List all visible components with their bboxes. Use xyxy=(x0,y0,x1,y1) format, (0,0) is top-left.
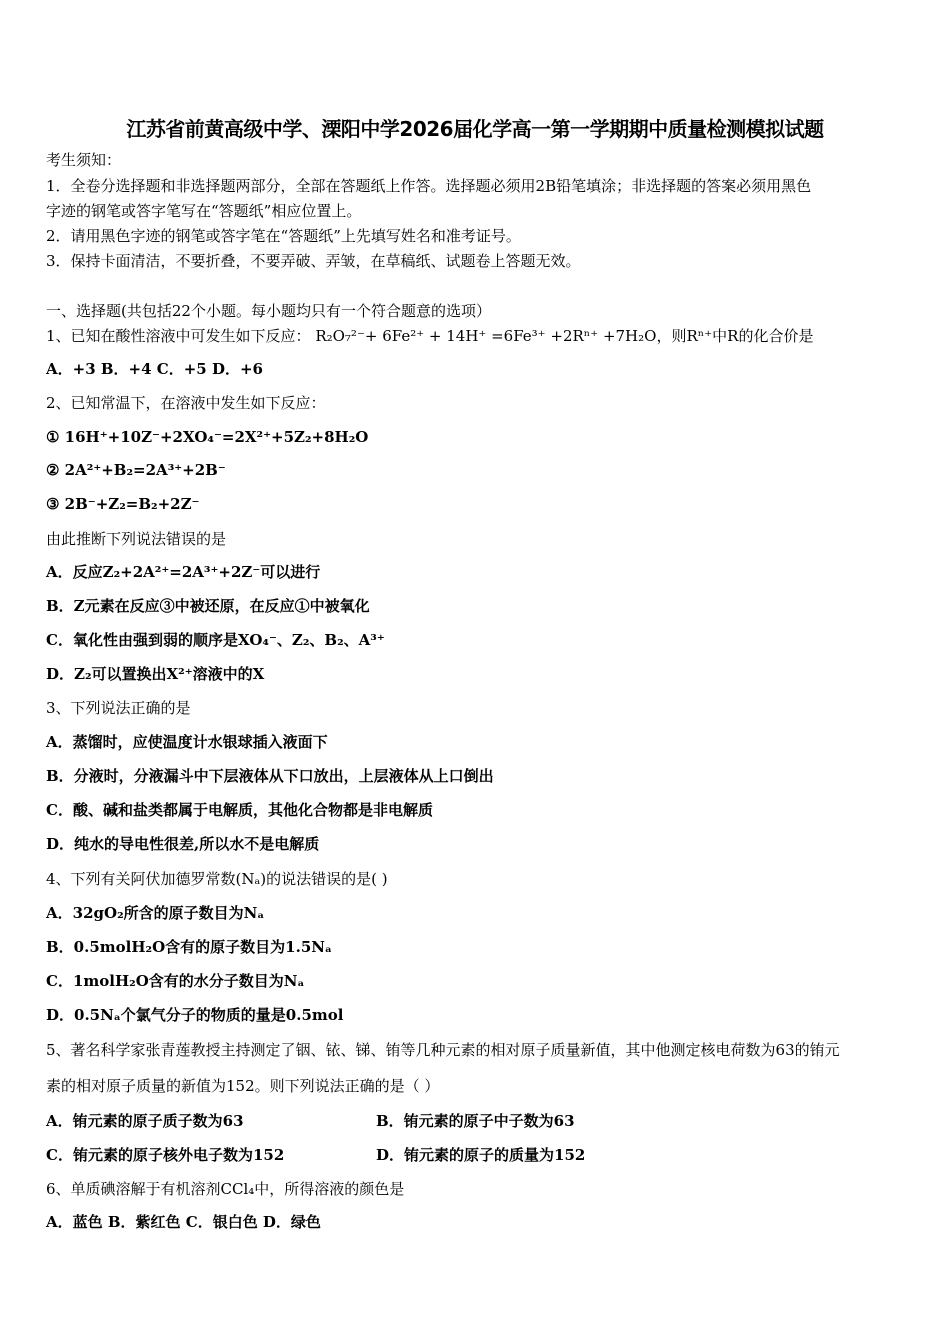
reaction-3: ③ 2B⁻+Z₂=B₂+2Z⁻ xyxy=(46,495,200,513)
notice-item: 字迹的钢笔或答字笔写在“答题纸”相应位置上。 xyxy=(46,202,362,220)
page-title: 江苏省前黄高级中学、溧阳中学2026届化学高一第一学期期中质量检测模拟试题 xyxy=(126,117,824,141)
option: B．铕元素的原子中子数为63 xyxy=(376,1112,575,1130)
question-3-stem: 3、下列说法正确的是 xyxy=(46,699,191,717)
section-heading: 一、选择题(共包括22个小题。每小题均只有一个符合题意的选项） xyxy=(46,302,491,320)
option: C．酸、碱和盐类都属于电解质，其他化合物都是非电解质 xyxy=(46,801,433,819)
question-5-stem-cont: 素的相对原子质量的新值为152。则下列说法正确的是（ ） xyxy=(46,1077,440,1095)
notice-item: 1．全卷分选择题和非选择题两部分，全部在答题纸上作答。选择题必须用2B铅笔填涂；非选择题的答案必须用黑色 xyxy=(46,177,812,195)
option: B．分液时，分液漏斗中下层液体从下口放出，上层液体从上口倒出 xyxy=(46,767,494,785)
option: A．反应Z₂+2A²⁺=2A³⁺+2Z⁻可以进行 xyxy=(46,563,321,581)
option: C．1molH₂O含有的水分子数目为Nₐ xyxy=(46,972,305,990)
reaction-2: ② 2A²⁺+B₂=2A³⁺+2B⁻ xyxy=(46,461,226,479)
option: A．蒸馏时，应使温度计水银球插入液面下 xyxy=(46,733,328,751)
option: D．铕元素的原子的质量为152 xyxy=(376,1146,586,1164)
option: C．铕元素的原子核外电子数为152 xyxy=(46,1146,285,1164)
question-2-stem: 2、已知常温下，在溶液中发生如下反应： xyxy=(46,394,326,412)
question-2-prompt: 由此推断下列说法错误的是 xyxy=(46,530,227,548)
option: D．0.5Nₐ个氯气分子的物质的量是0.5mol xyxy=(46,1006,344,1024)
question-6-stem: 6、单质碘溶解于有机溶剂CCl₄中，所得溶液的颜色是 xyxy=(46,1180,405,1198)
question-1-options: A．+3 B．+4 C．+5 D．+6 xyxy=(46,360,263,378)
reaction-1: ① 16H⁺+10Z⁻+2XO₄⁻=2X²⁺+5Z₂+8H₂O xyxy=(46,428,369,446)
notice-heading: 考生须知： xyxy=(46,151,122,169)
option: D．Z₂可以置换出X²⁺溶液中的X xyxy=(46,665,265,683)
question-1-stem: 1、已知在酸性溶液中可发生如下反应： R₂O₇²⁻+ 6Fe²⁺ + 14H⁺ =6Fe³⁺ +2Rⁿ⁺ +7H₂O，则Rⁿ⁺中R的化合价是 xyxy=(46,327,814,345)
option: B．0.5molH₂O含有的原子数目为1.5Nₐ xyxy=(46,938,332,956)
option: D．纯水的导电性很差,所以水不是电解质 xyxy=(46,835,320,853)
option: B．Z元素在反应③中被还原，在反应①中被氧化 xyxy=(46,597,370,615)
notice-item: 3．保持卡面清洁，不要折叠，不要弄破、弄皱，在草稿纸、试题卷上答题无效。 xyxy=(46,252,581,270)
notice-item: 2．请用黑色字迹的钢笔或答字笔在“答题纸”上先填写姓名和准考证号。 xyxy=(46,227,521,245)
question-5-stem: 5、著名科学家张青莲教授主持测定了铟、铱、锑、铕等几种元素的相对原子质量新值，其中他测定核电荷数为63的铕元 xyxy=(46,1041,840,1059)
question-6-options: A．蓝色 B．紫红色 C．银白色 D．绿色 xyxy=(46,1213,321,1231)
option: C．氧化性由强到弱的顺序是XO₄⁻、Z₂、B₂、A³⁺ xyxy=(46,631,385,649)
question-4-stem: 4、下列有关阿伏加德罗常数(Nₐ)的说法错误的是( ) xyxy=(46,870,388,888)
option: A．铕元素的原子质子数为63 xyxy=(46,1112,244,1130)
option: A．32gO₂所含的原子数目为Nₐ xyxy=(46,904,265,922)
